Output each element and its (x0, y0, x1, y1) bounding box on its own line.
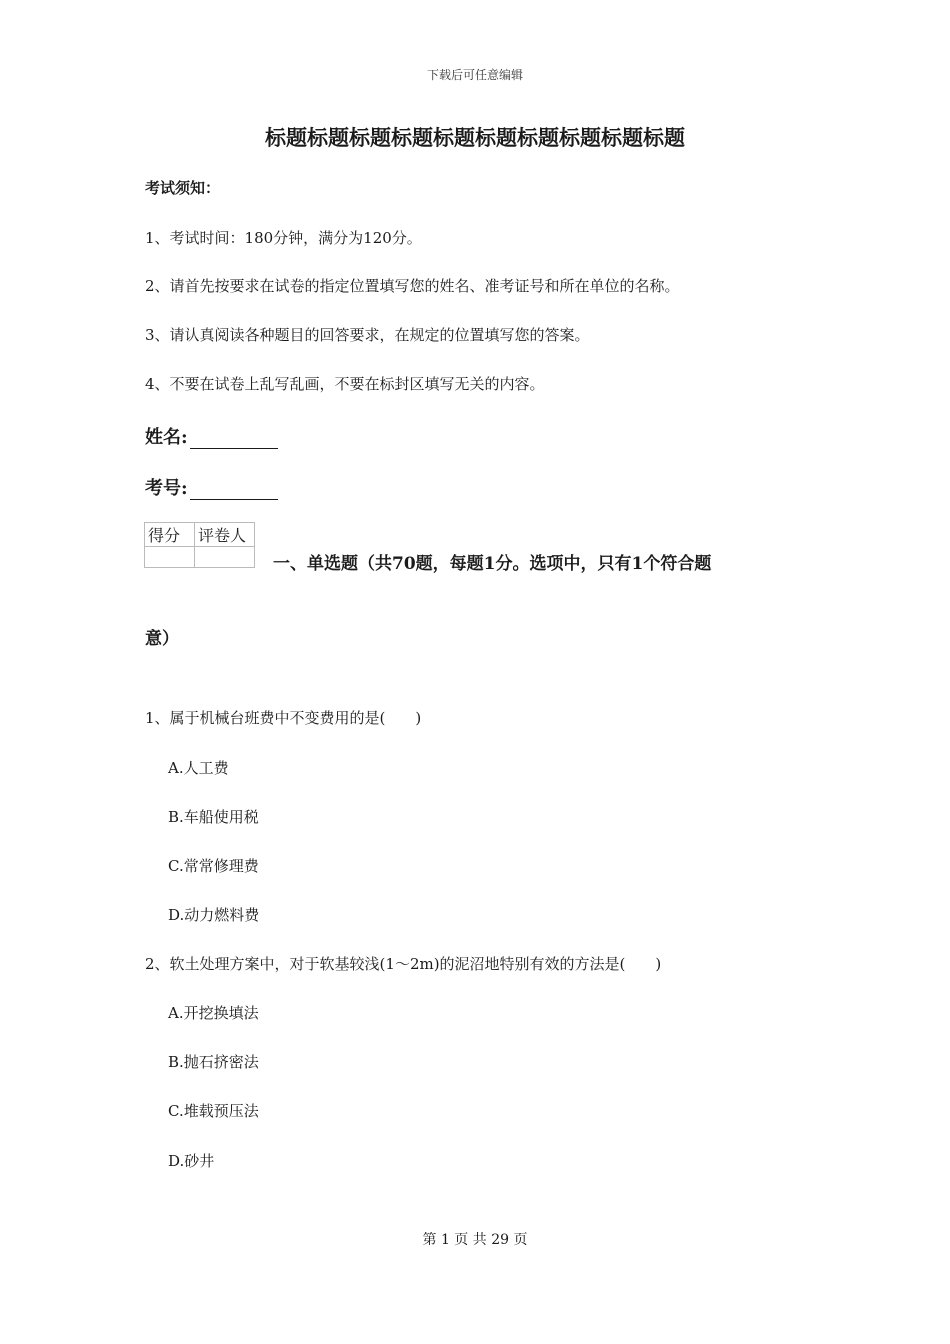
exam-id-label: 考号: (145, 478, 188, 499)
score-cell (145, 547, 195, 568)
grader-cell (195, 547, 255, 568)
section-title: 一、单选题（共70题，每题1分。选项中，只有1个符合题 (273, 554, 712, 574)
exam-id-blank[interactable] (190, 481, 278, 500)
question-option: D.动力燃料费 (168, 906, 260, 924)
question-option: A.人工费 (168, 759, 229, 777)
name-field (145, 423, 278, 449)
document-title: 标题标题标题标题标题标题标题标题标题标题 (265, 125, 685, 150)
page-header: 下载后可任意编辑 (426, 68, 523, 82)
name-label: 姓名: (145, 427, 188, 448)
notice-item: 1、考试时间：180分钟，满分为120分。 (145, 229, 422, 247)
grader-header: 评卷人 (195, 523, 255, 547)
notice-item: 2、请首先按要求在试卷的指定位置填写您的姓名、准考证号和所在单位的名称。 (145, 277, 680, 295)
exam-id-field (145, 474, 278, 500)
notice-item: 4、不要在试卷上乱写乱画，不要在标封区填写无关的内容。 (145, 375, 545, 393)
question-option: B.车船使用税 (168, 808, 259, 826)
section-title-continued: 意） (145, 629, 179, 649)
question-option: B.抛石挤密法 (168, 1053, 259, 1071)
question-stem: 2、软土处理方案中，对于软基较浅(1～2m)的泥沼地特别有效的方法是( ) (145, 955, 662, 973)
name-blank[interactable] (190, 430, 278, 449)
question-option: A.开挖换填法 (168, 1004, 259, 1022)
notice-item: 3、请认真阅读各种题目的回答要求，在规定的位置填写您的答案。 (145, 326, 590, 344)
score-header: 得分 (145, 523, 195, 547)
score-table (144, 522, 255, 568)
page-footer: 第 1 页 共 29 页 (422, 1232, 528, 1248)
question-stem: 1、属于机械台班费中不变费用的是( ) (145, 709, 422, 727)
question-option: D.砂井 (168, 1152, 215, 1170)
question-option: C.堆载预压法 (168, 1102, 259, 1120)
notice-heading: 考试须知： (145, 179, 221, 197)
question-option: C.常常修理费 (168, 857, 259, 875)
